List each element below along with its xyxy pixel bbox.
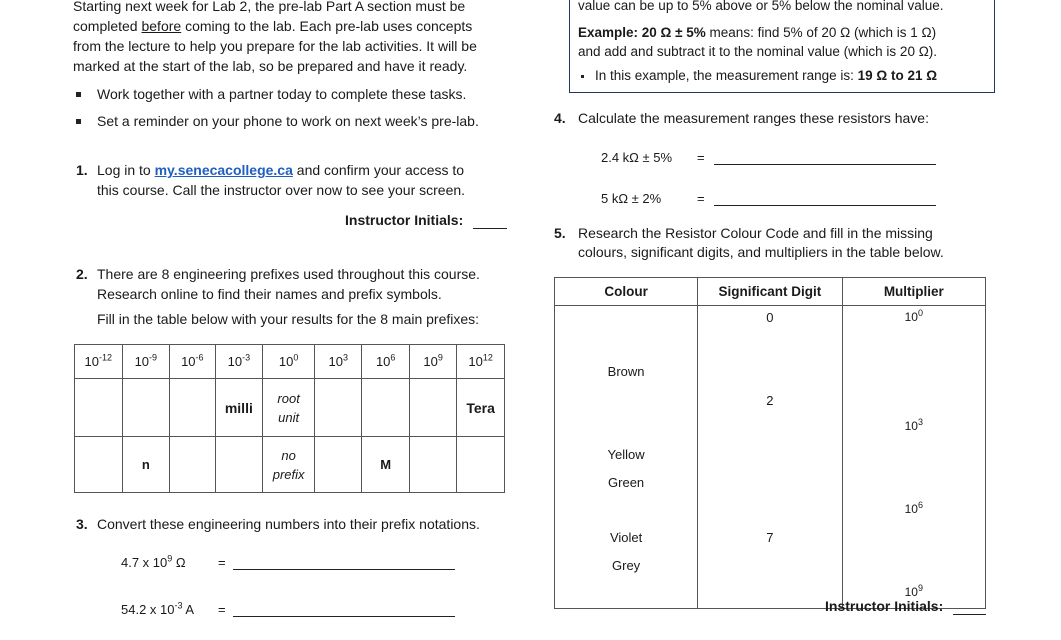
prefix-table (74, 344, 505, 493)
prefix-header-cell: $10^0$ (263, 345, 315, 379)
prefix-header-cell: $10^{-3}$ (215, 345, 263, 379)
prefix-symbol-cell[interactable] (215, 437, 263, 493)
prefix-header-cell: $10^{-6}$ (170, 345, 216, 379)
q1-line-2: this course. Call the instructor over now to see your screen. (97, 182, 466, 198)
q3-item-2: 54.2 x $10^{-3}$ A (121, 600, 195, 617)
prefix-header-cell: $10^6$ (362, 345, 409, 379)
q5-number: 5. (554, 225, 566, 241)
prefix-name-cell[interactable] (409, 379, 456, 437)
box-line-0: value can be up to 5% above or 5% below the nominal value. (578, 0, 944, 13)
prefix-name-cell[interactable] (75, 379, 123, 437)
intro-bullet-2: Set a reminder on your phone to work on next week’s pre-lab. (97, 113, 479, 129)
q5-line-2: colours, significant digits, and multipliers in the table below. (578, 244, 944, 260)
q2-line-3: Fill in the table below with your results for the 8 main prefixes: (97, 311, 480, 327)
bullet-icon (76, 92, 81, 97)
q2-line-2: Research online to find their names and prefix symbols. (97, 286, 442, 302)
senecacollege-link[interactable]: my.senecacollege.ca (154, 162, 293, 178)
prefix-name-cell[interactable] (315, 379, 362, 437)
prefix-header-row (75, 345, 505, 379)
box-bullet: In this example, the measurement range is: 19 Ω to 21 Ω (595, 68, 938, 83)
prefix-symbol-cell[interactable] (75, 437, 123, 493)
colour-value: Grey (612, 558, 641, 573)
q1-instructor-initials-label: Instructor Initials: (345, 212, 464, 228)
prefix-header-cell: $10^{12}$ (457, 345, 505, 379)
prefix-header-cell: $10^{-9}$ (122, 345, 169, 379)
significant-digit-header: Significant Digit (698, 278, 842, 306)
colour-value: Green (608, 475, 645, 490)
q4-text: Calculate the measurement ranges these resistors have: (578, 110, 929, 126)
prefix-symbol-cell[interactable] (170, 437, 216, 493)
q3-answer-line-2[interactable] (233, 616, 455, 617)
q2-number: 2. (76, 266, 88, 282)
q3-answer-line-1[interactable] (233, 569, 455, 570)
q1-line-1: Log in to my.senecacollege.ca and confirm your access to (97, 162, 465, 178)
multiplier-value: $10^3$ (904, 417, 923, 433)
q5-initials-line[interactable] (953, 614, 986, 615)
prefix-name-cell[interactable] (170, 379, 216, 437)
q4-item-2: 5 kΩ ± 2% (601, 191, 662, 206)
q4-number: 4. (554, 110, 566, 126)
q5-line-1: Research the Resistor Colour Code and fill in the missing (578, 225, 933, 241)
q3-eq-1: = (218, 555, 226, 570)
digit-value: 0 (766, 310, 774, 325)
multiplier-column[interactable] (842, 306, 985, 609)
q3-number: 3. (76, 516, 88, 532)
multiplier-header: Multiplier (842, 278, 985, 306)
prefix-name-cell[interactable]: root unit (263, 379, 315, 437)
prefix-header-cell: $10^{-12}$ (75, 345, 123, 379)
multiplier-value: $10^9$ (904, 583, 923, 599)
prefix-header-cell: $10^3$ (315, 345, 362, 379)
intro-line-1: Starting next week for Lab 2, the pre-lab Part A section must be (73, 0, 466, 14)
q3-item-1: 4.7 x $10^9$ Ω (121, 553, 186, 570)
q3-text: Convert these engineering numbers into their prefix notations. (97, 516, 480, 532)
prefix-header-cell: $10^9$ (409, 345, 456, 379)
intro-bullet-1: Work together with a partner today to complete these tasks. (97, 86, 467, 102)
prefix-symbol-cell[interactable]: M (362, 437, 409, 493)
digit-value: 2 (766, 393, 774, 408)
multiplier-value: $10^0$ (904, 308, 923, 324)
bullet-icon (76, 119, 81, 124)
prefix-symbol-cell[interactable] (457, 437, 505, 493)
q4-eq-1: = (697, 150, 705, 165)
colour-value: Violet (609, 530, 643, 545)
colour-code-table (554, 277, 986, 609)
intro-line-3: from the lecture to help you prepare for the lab activities. It will be (73, 38, 477, 54)
q4-answer-line-1[interactable] (714, 164, 936, 165)
significant-digit-column[interactable] (698, 306, 842, 609)
q3-eq-2: = (218, 602, 226, 617)
q4-item-1: 2.4 kΩ ± 5% (601, 150, 673, 165)
colour-table-body-row (555, 306, 986, 609)
colour-header: Colour (555, 278, 698, 306)
digit-value: 7 (766, 530, 774, 545)
intro-line-2: completed before coming to the lab. Each pre-lab uses concepts (73, 18, 473, 34)
prefix-symbol-row (75, 437, 505, 493)
q1-initials-line[interactable] (473, 228, 507, 229)
q1-number: 1. (76, 162, 88, 178)
colour-value: Brown (607, 364, 645, 379)
prefix-name-cell[interactable] (122, 379, 169, 437)
colour-column[interactable] (555, 306, 698, 609)
prefix-name-cell[interactable]: Tera (457, 379, 505, 437)
q4-eq-2: = (697, 191, 705, 206)
prefix-name-cell[interactable]: milli (215, 379, 263, 437)
prefix-name-row (75, 379, 505, 437)
box-example-line: Example: 20 Ω ± 5% means: find 5% of 20 Ω (which is 1 Ω) (578, 25, 937, 40)
box-example-line-2: and add and subtract it to the nominal value (which is 20 Ω). (578, 44, 938, 59)
colour-value: Yellow (607, 447, 645, 462)
prefix-symbol-cell[interactable]: no prefix (263, 437, 315, 493)
multiplier-value: $10^6$ (904, 500, 923, 516)
prefix-symbol-cell[interactable] (315, 437, 362, 493)
intro-line-4: marked at the start of the lab, so be prepared and have it ready. (73, 58, 468, 74)
prefix-name-cell[interactable] (362, 379, 409, 437)
prefix-symbol-cell[interactable]: n (122, 437, 169, 493)
q4-answer-line-2[interactable] (714, 205, 936, 206)
q5-instructor-initials-label: Instructor Initials: (825, 598, 944, 614)
prefix-symbol-cell[interactable] (409, 437, 456, 493)
colour-table-header-row (555, 278, 986, 306)
q2-line-1: There are 8 engineering prefixes used throughout this course. (97, 266, 480, 282)
bullet-icon (581, 75, 584, 78)
